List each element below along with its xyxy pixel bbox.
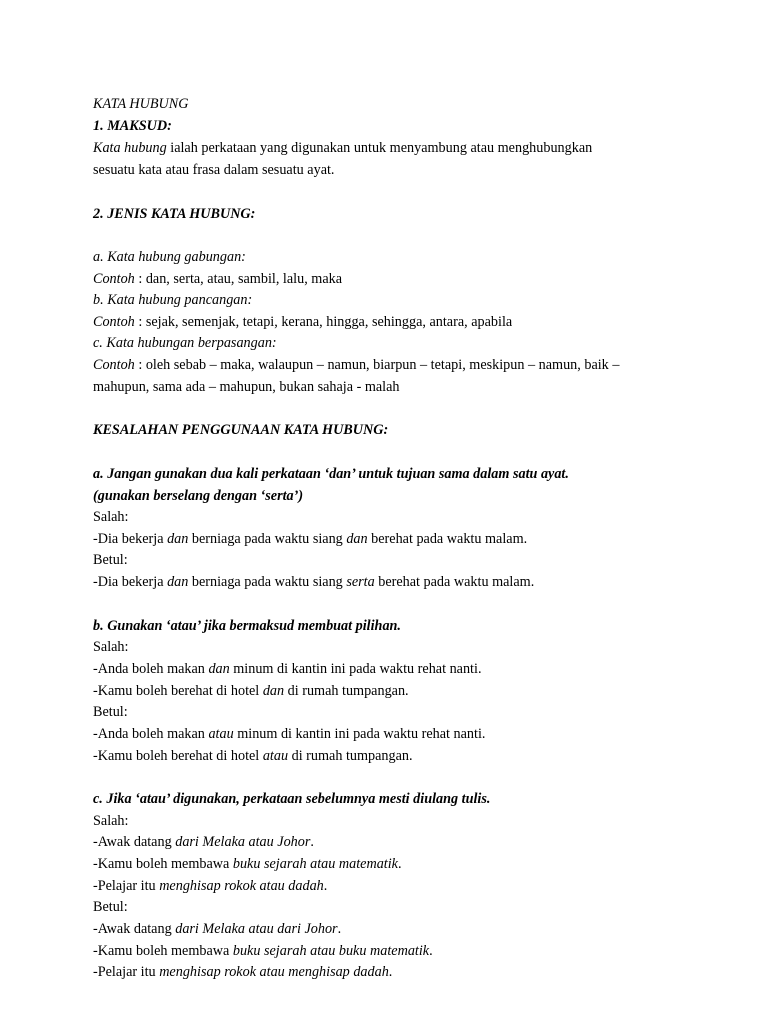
text-segment: berniaga pada waktu siang bbox=[188, 531, 347, 547]
conjunction: serta bbox=[346, 574, 375, 590]
example-text: : oleh sebab – maka, walaupun – namun, biarpun – tetapi, meskipun – namun, baik – bbox=[134, 357, 620, 373]
sentence bbox=[93, 573, 534, 591]
sentence bbox=[93, 530, 527, 548]
conjunction: dan bbox=[346, 531, 368, 547]
rule-a-subtitle: (gunakan berselang dengan ‘serta’) bbox=[93, 488, 304, 504]
salah-label: Salah: bbox=[93, 639, 129, 655]
conjunction-phrase: menghisap rokok atau dadah bbox=[159, 878, 324, 894]
text-segment: -Anda boleh makan bbox=[93, 726, 209, 742]
text-segment: -Kamu boleh berehat di hotel bbox=[93, 683, 263, 699]
sentence bbox=[93, 725, 485, 743]
conjunction-phrase: menghisap rokok atau menghisap dadah bbox=[159, 964, 389, 980]
sentence bbox=[93, 855, 402, 873]
contoh-label: Contoh bbox=[93, 271, 135, 287]
jenis-example-c-cont: mahupun, sama ada – mahupun, bukan sahaja - malah bbox=[93, 379, 400, 395]
text-segment: -Dia bekerja bbox=[93, 531, 168, 547]
sentence bbox=[93, 682, 409, 700]
text-segment: di rumah tumpangan. bbox=[284, 683, 409, 699]
jenis-example-b bbox=[93, 313, 512, 331]
rule-a-title: a. Jangan gunakan dua kali perkataan ‘dan’ untuk tujuan sama dalam satu ayat. bbox=[93, 466, 569, 482]
jenis-heading: 2. JENIS KATA HUBUNG: bbox=[93, 206, 256, 222]
text-segment: . bbox=[337, 921, 342, 937]
sentence bbox=[93, 877, 327, 895]
maksud-line-2: sesuatu kata atau frasa dalam sesuatu ayat. bbox=[93, 162, 335, 178]
conjunction: dan bbox=[167, 531, 189, 547]
text-segment: -Awak datang bbox=[93, 834, 176, 850]
text-segment: -Pelajar itu bbox=[93, 964, 160, 980]
conjunction-phrase: dari Melaka atau dari Johor bbox=[175, 921, 338, 937]
example-text: : sejak, semenjak, tetapi, kerana, hingga, sehingga, antara, apabila bbox=[134, 314, 513, 330]
text-segment: -Pelajar itu bbox=[93, 878, 160, 894]
text-segment: berehat pada waktu malam. bbox=[374, 574, 535, 590]
maksud-term: Kata hubung bbox=[93, 140, 167, 156]
document-title: KATA HUBUNG bbox=[93, 96, 189, 112]
salah-label: Salah: bbox=[93, 509, 129, 525]
maksud-heading: 1. MAKSUD: bbox=[93, 118, 172, 134]
maksud-text: ialah perkataan yang digunakan untuk menyambung atau menghubungkan bbox=[166, 140, 593, 156]
sentence bbox=[93, 747, 413, 765]
text-segment: -Dia bekerja bbox=[93, 574, 168, 590]
text-segment: . bbox=[388, 964, 393, 980]
conjunction-phrase: buku sejarah atau matematik bbox=[232, 856, 398, 872]
example-text: : dan, serta, atau, sambil, lalu, maka bbox=[134, 271, 343, 287]
maksud-line-1 bbox=[93, 139, 592, 157]
text-segment: -Kamu boleh berehat di hotel bbox=[93, 748, 263, 764]
betul-label: Betul: bbox=[93, 704, 128, 720]
text-segment: . bbox=[310, 834, 314, 850]
text-segment: . bbox=[429, 943, 433, 959]
conjunction: atau bbox=[208, 726, 234, 742]
betul-label: Betul: bbox=[93, 552, 128, 568]
sentence bbox=[93, 660, 482, 678]
text-segment: -Kamu boleh membawa bbox=[93, 856, 233, 872]
conjunction-phrase: buku sejarah atau buku matematik bbox=[232, 943, 430, 959]
conjunction: dan bbox=[262, 683, 285, 699]
text-segment: minum di kantin ini pada waktu rehat nanti. bbox=[229, 661, 482, 677]
jenis-type-c: c. Kata hubungan berpasangan: bbox=[93, 335, 277, 351]
sentence bbox=[93, 963, 392, 981]
conjunction: dan bbox=[167, 574, 189, 590]
text-segment: . bbox=[397, 856, 402, 872]
contoh-label: Contoh bbox=[93, 314, 135, 330]
conjunction: atau bbox=[262, 748, 289, 764]
jenis-type-b: b. Kata hubung pancangan: bbox=[93, 292, 253, 308]
text-segment: berehat pada waktu malam. bbox=[367, 531, 528, 547]
text-segment: -Kamu boleh membawa bbox=[93, 943, 233, 959]
sentence bbox=[93, 833, 314, 851]
text-segment: -Anda boleh makan bbox=[93, 661, 209, 677]
rule-c-title: c. Jika ‘atau’ digunakan, perkataan sebelumnya mesti diulang tulis. bbox=[93, 791, 491, 807]
jenis-example-a bbox=[93, 270, 342, 288]
betul-label: Betul: bbox=[93, 899, 128, 915]
conjunction: dan bbox=[208, 661, 230, 677]
sentence bbox=[93, 920, 341, 938]
sentence bbox=[93, 942, 433, 960]
text-segment: . bbox=[323, 878, 328, 894]
salah-label: Salah: bbox=[93, 813, 129, 829]
jenis-type-a: a. Kata hubung gabungan: bbox=[93, 249, 246, 265]
conjunction-phrase: dari Melaka atau Johor bbox=[175, 834, 311, 850]
kesalahan-heading: KESALAHAN PENGGUNAAN KATA HUBUNG: bbox=[93, 422, 389, 438]
rule-b-title: b. Gunakan ‘atau’ jika bermaksud membuat pilihan. bbox=[93, 618, 401, 634]
text-segment: -Awak datang bbox=[93, 921, 176, 937]
text-segment: berniaga pada waktu siang bbox=[188, 574, 347, 590]
text-segment: di rumah tumpangan. bbox=[288, 748, 413, 764]
jenis-example-c bbox=[93, 356, 619, 374]
contoh-label: Contoh bbox=[93, 357, 135, 373]
text-segment: minum di kantin ini pada waktu rehat nanti. bbox=[233, 726, 486, 742]
